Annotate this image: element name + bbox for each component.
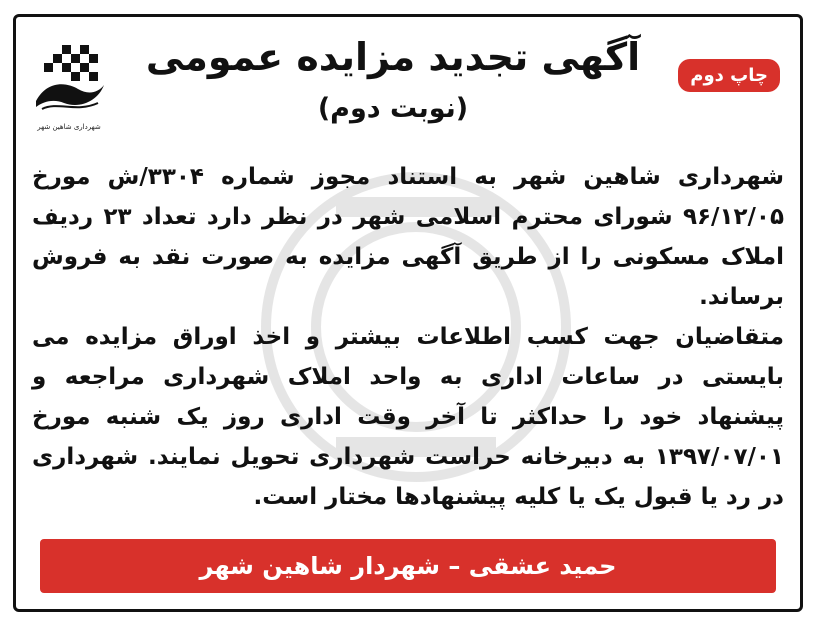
municipality-logo (28, 39, 110, 135)
shahin-shahr-municipality-logo-icon (28, 39, 110, 121)
notice-title: آگهی تجدید مزایده عمومی (145, 35, 641, 79)
notice-body (32, 157, 784, 517)
notice-subtitle: (نوبت دوم) (317, 93, 469, 124)
notice-frame (13, 14, 803, 612)
signature-banner (40, 539, 776, 593)
notice-paragraph-1: شهرداری شاهین شهر به استناد مجوز شماره ۳۳۰۴/ش مورخ ۹۶/۱۲/۰۵ شورای محترم اسلامی شهر در نظر دارد تعداد ۲۳ ردیف املاک مسکونی را از طریق آگهی مزایده به صورت نقد به فروش برساند. (32, 164, 784, 310)
print-edition-badge: چاپ دوم (678, 59, 780, 92)
signature-text: حمید عشقی – شهردار شاهین شهر (199, 552, 617, 580)
notice-paragraph-2: متقاضیان جهت کسب اطلاعات بیشتر و اخذ اوراق مزایده می بایستی در ساعات اداری به واحد املاک شهرداری مراجعه و پیشنهاد خود را حداکثر تا آخر وقت اداری روز یک شنبه مورخ ۱۳۹۷/۰۷/۰۱ به دبیرخانه حراست شهرداری تحویل نمایند. شهرداری در رد یا قبول یک یا کلیه پیشنهادها مختار است. (32, 324, 784, 510)
logo-caption: شهرداری شاهین شهر (37, 123, 101, 131)
